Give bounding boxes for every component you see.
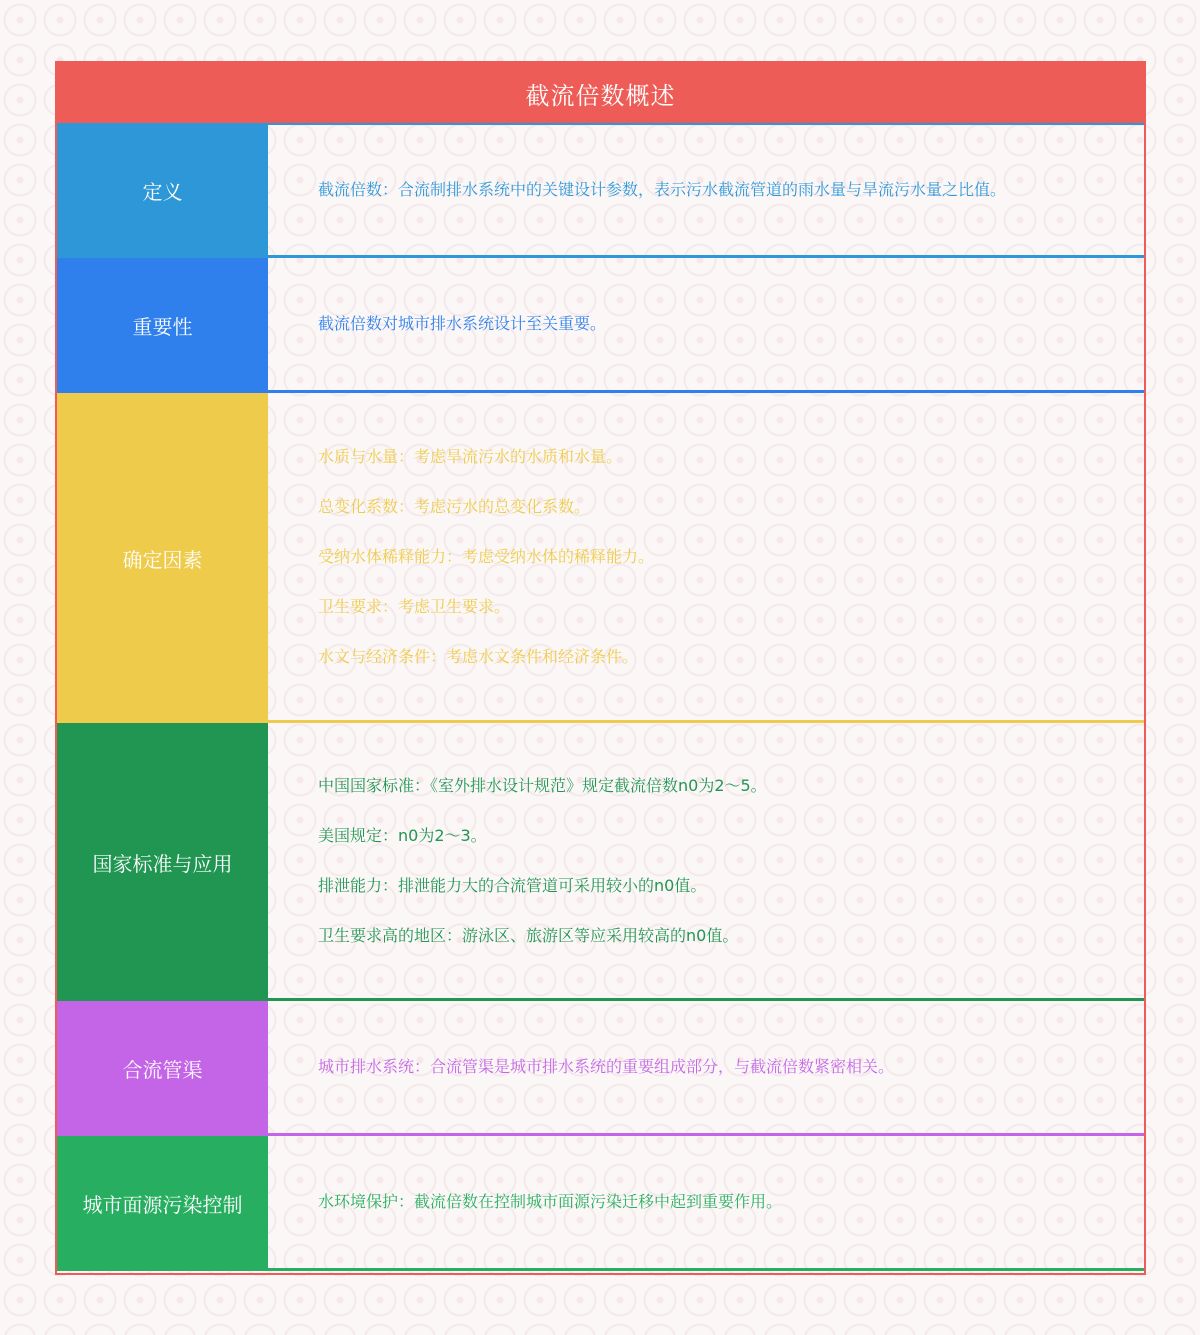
row-category-label: 国家标准与应用 — [57, 723, 268, 1001]
row-item: 截流倍数：合流制排水系统中的关键设计参数，表示污水截流管道的雨水量与旱流污水量之比值。 — [318, 180, 1007, 199]
row-content — [268, 1001, 1144, 1136]
row-category-label: 合流管渠 — [57, 1001, 268, 1136]
row-category-label: 重要性 — [57, 258, 268, 393]
table-row — [57, 723, 1144, 1001]
row-item: 中国国家标准：《室外排水设计规范》规定截流倍数n0为2～5。 — [318, 775, 767, 795]
row-item: 卫生要求高的地区：游泳区、旅游区等应采用较高的n0值。 — [318, 925, 739, 945]
row-content — [268, 123, 1144, 258]
overview-table — [55, 61, 1146, 1275]
table-row — [57, 258, 1144, 393]
row-content — [268, 723, 1144, 1001]
row-content — [268, 393, 1144, 723]
row-item: 水质与水量：考虑旱流污水的水质和水量。 — [318, 446, 623, 466]
row-category-label: 确定因素 — [57, 393, 268, 723]
row-item: 受纳水体稀释能力：考虑受纳水体的稀释能力。 — [318, 546, 655, 566]
row-category-label: 定义 — [57, 123, 268, 258]
table-title: 截流倍数概述 — [57, 63, 1144, 123]
table-row — [57, 123, 1144, 258]
row-item: 卫生要求：考虑卫生要求。 — [318, 596, 511, 616]
table-row — [57, 1136, 1144, 1271]
row-content — [268, 258, 1144, 393]
row-item: 截流倍数对城市排水系统设计至关重要。 — [318, 314, 607, 333]
row-item: 水环境保护：截流倍数在控制城市面源污染迁移中起到重要作用。 — [318, 1192, 783, 1211]
table-row — [57, 393, 1144, 723]
row-category-label: 城市面源污染控制 — [57, 1136, 268, 1271]
row-item: 总变化系数：考虑污水的总变化系数。 — [318, 496, 591, 516]
row-content — [268, 1136, 1144, 1271]
row-item: 排泄能力：排泄能力大的合流管道可采用较小的n0值。 — [318, 875, 707, 895]
row-item: 水文与经济条件：考虑水文条件和经济条件。 — [318, 646, 639, 666]
table-row — [57, 1001, 1144, 1136]
row-item: 城市排水系统：合流管渠是城市排水系统的重要组成部分，与截流倍数紧密相关。 — [318, 1057, 895, 1076]
row-item: 美国规定：n0为2～3。 — [318, 825, 487, 845]
